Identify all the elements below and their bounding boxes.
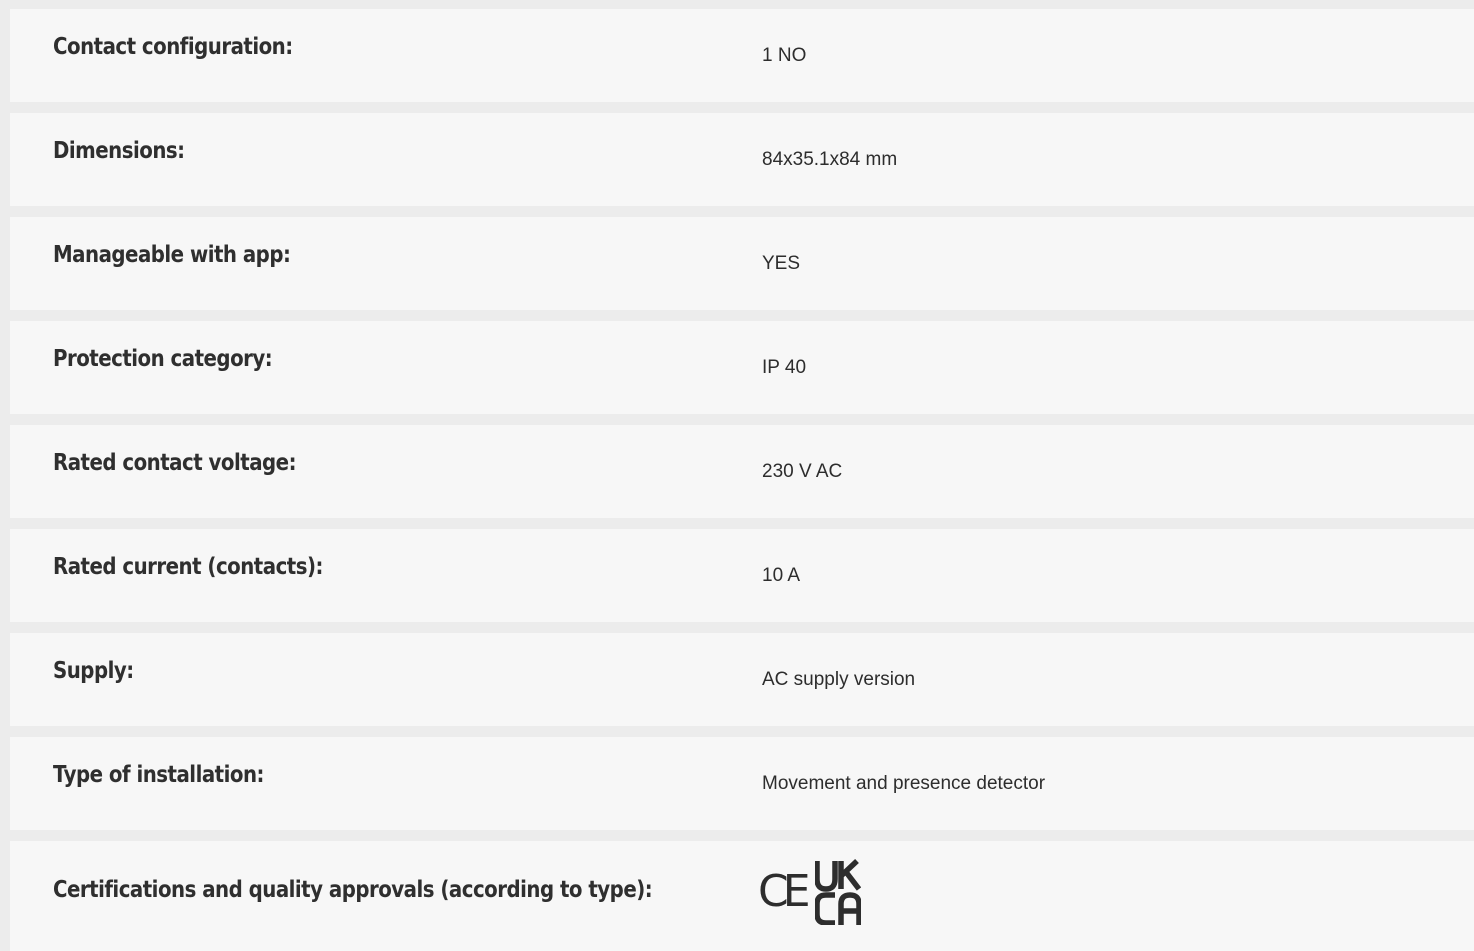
spec-label: Manageable with app: [53,242,291,268]
spec-label: Rated contact voltage: [53,450,296,476]
spec-label: Supply: [53,658,134,684]
spec-value: 10 A [762,565,801,586]
spec-value: IP 40 [762,357,807,378]
spec-value: Movement and presence detector [762,773,1046,794]
spec-label: Dimensions: [53,138,185,164]
spec-value: 230 V AC [762,461,843,482]
spec-value: AC supply version [762,669,916,690]
certification-marks [758,859,861,925]
spec-row-manageable-with-app [10,217,1474,310]
specifications-table [10,9,1474,951]
spec-row-rated-current [10,529,1474,622]
spec-label: Protection category: [53,346,273,372]
spec-row-supply [10,633,1474,726]
spec-value: YES [762,253,801,274]
spec-label: Certifications and quality approvals (according to type): [53,877,653,903]
spec-label: Rated current (contacts): [53,554,323,580]
spec-label: Type of installation: [53,762,264,788]
spec-value: 84x35.1x84 mm [762,149,898,170]
spec-row-rated-contact-voltage [10,425,1474,518]
spec-row-contact-configuration [10,9,1474,102]
ce-mark-icon: CE [758,866,805,917]
spec-row-dimensions [10,113,1474,206]
spec-row-certifications [10,841,1474,951]
ukca-mark-icon [815,859,861,925]
spec-row-protection-category [10,321,1474,414]
spec-value: 1 NO [762,45,807,66]
spec-label: Contact configuration: [53,34,293,60]
spec-row-type-of-installation [10,737,1474,830]
